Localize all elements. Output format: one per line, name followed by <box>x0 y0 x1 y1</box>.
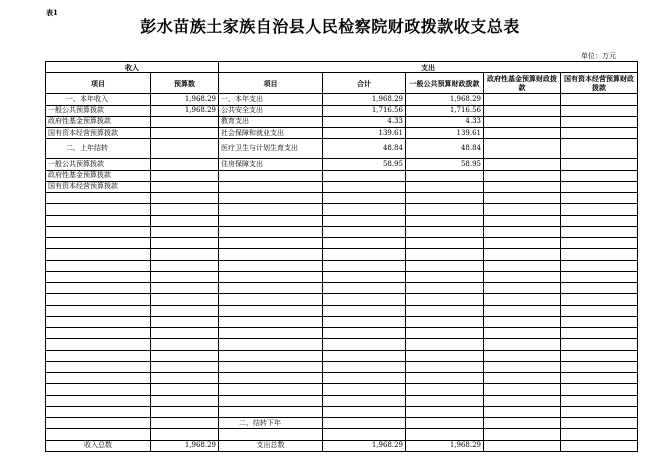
empty-row <box>46 215 638 226</box>
empty-cell <box>406 361 484 372</box>
fund-budget-header: 政府性基金预算财政拨款 <box>484 73 561 94</box>
empty-cell <box>561 305 638 316</box>
empty-row <box>46 249 638 260</box>
empty-cell <box>323 238 406 249</box>
empty-cell <box>484 339 561 350</box>
empty-cell <box>46 418 151 429</box>
empty-cell <box>219 328 323 339</box>
general-budget-cell: 1,968.29 <box>406 94 484 105</box>
total-cell: 139.61 <box>323 128 406 139</box>
empty-cell <box>406 305 484 316</box>
empty-cell <box>323 406 406 417</box>
empty-row <box>46 406 638 417</box>
empty-cell <box>219 350 323 361</box>
empty-row <box>46 350 638 361</box>
income-item-cell: 一般公共预算拨款 <box>46 159 151 170</box>
empty-cell <box>46 373 151 384</box>
empty-cell <box>219 215 323 226</box>
empty-cell <box>561 328 638 339</box>
income-total-value: 1,968.29 <box>151 440 219 451</box>
empty-cell <box>484 384 561 395</box>
income-item-cell: 一般公共预算拨款 <box>46 105 151 116</box>
document-title: 彭水苗族土家族自治县人民检察院财政拨款收支总表 <box>140 17 520 36</box>
empty-row <box>46 260 638 271</box>
empty-cell <box>46 406 151 417</box>
empty-cell <box>151 271 219 282</box>
empty-cell <box>46 305 151 316</box>
empty-cell <box>323 418 406 429</box>
empty-cell <box>323 305 406 316</box>
empty-cell <box>561 361 638 372</box>
empty-cell <box>323 361 406 372</box>
empty-cell <box>484 193 561 204</box>
general-budget-cell: 48.84 <box>406 139 484 159</box>
empty-cell <box>561 316 638 327</box>
empty-cell <box>219 384 323 395</box>
empty-cell <box>484 215 561 226</box>
empty-row <box>46 294 638 305</box>
total-cell: 48.84 <box>323 139 406 159</box>
empty-cell <box>406 406 484 417</box>
empty-cell <box>151 193 219 204</box>
empty-cell <box>561 226 638 237</box>
empty-cell <box>406 350 484 361</box>
empty-cell <box>46 361 151 372</box>
empty-cell <box>484 418 561 429</box>
empty-cell <box>406 215 484 226</box>
total-header: 合计 <box>323 73 406 94</box>
general-total-value: 1,968.29 <box>406 440 484 451</box>
empty-row <box>46 193 638 204</box>
empty-cell <box>151 373 219 384</box>
empty-cell <box>484 294 561 305</box>
empty-cell <box>323 350 406 361</box>
empty-cell <box>406 226 484 237</box>
empty-cell <box>151 249 219 260</box>
empty-cell <box>406 193 484 204</box>
empty-cell <box>46 429 151 440</box>
empty-cell <box>484 271 561 282</box>
empty-cell <box>484 328 561 339</box>
empty-cell <box>406 260 484 271</box>
income-total-label: 收入总数 <box>46 440 151 451</box>
empty-cell <box>484 226 561 237</box>
empty-cell <box>151 283 219 294</box>
empty-cell <box>484 316 561 327</box>
empty-cell <box>219 395 323 406</box>
income-value-cell <box>151 159 219 170</box>
total-cell: 1,968.29 <box>323 94 406 105</box>
empty-cell <box>561 260 638 271</box>
empty-cell <box>484 429 561 440</box>
expense-header: 支出 <box>219 62 638 73</box>
empty-cell <box>406 384 484 395</box>
fund-budget-cell <box>484 170 561 181</box>
general-budget-cell: 139.61 <box>406 128 484 139</box>
empty-cell <box>323 395 406 406</box>
fund-budget-cell <box>484 116 561 127</box>
total-cell <box>323 170 406 181</box>
total-cell <box>323 181 406 192</box>
empty-cell <box>406 204 484 215</box>
empty-cell <box>46 316 151 327</box>
empty-cell <box>484 361 561 372</box>
empty-cell <box>484 305 561 316</box>
state-capital-header: 国有资本经营预算财政拨款 <box>561 73 638 94</box>
empty-cell <box>219 226 323 237</box>
empty-cell <box>219 373 323 384</box>
empty-row <box>46 384 638 395</box>
income-value-cell: 1,968.29 <box>151 94 219 105</box>
income-value-cell: 1,968.29 <box>151 105 219 116</box>
empty-cell <box>46 395 151 406</box>
empty-cell <box>561 339 638 350</box>
empty-cell <box>219 406 323 417</box>
empty-cell <box>219 204 323 215</box>
state-capital-cell <box>561 128 638 139</box>
expense-total-value: 1,968.29 <box>323 440 406 451</box>
empty-cell <box>151 406 219 417</box>
empty-cell <box>561 283 638 294</box>
fund-budget-cell <box>484 181 561 192</box>
empty-cell <box>219 305 323 316</box>
empty-cell <box>219 429 323 440</box>
empty-cell <box>484 350 561 361</box>
expense-item-cell: 社会保障和就业支出 <box>219 128 323 139</box>
empty-cell <box>219 193 323 204</box>
income-value-cell <box>151 139 219 159</box>
carryover-label: 二、结转下年 <box>219 418 323 429</box>
total-cell: 58.95 <box>323 159 406 170</box>
total-cell: 1,716.56 <box>323 105 406 116</box>
empty-cell <box>323 429 406 440</box>
empty-row <box>46 316 638 327</box>
empty-cell <box>323 271 406 282</box>
general-budget-cell <box>406 181 484 192</box>
fund-budget-cell <box>484 128 561 139</box>
general-budget-cell: 58.95 <box>406 159 484 170</box>
expense-item-cell <box>219 170 323 181</box>
empty-cell <box>323 384 406 395</box>
empty-row <box>46 238 638 249</box>
fund-budget-cell <box>484 94 561 105</box>
empty-cell <box>323 215 406 226</box>
empty-cell <box>151 384 219 395</box>
empty-row <box>46 429 638 440</box>
income-item-cell: 二、上年结转 <box>46 139 151 159</box>
expense-item-cell: 教育支出 <box>219 116 323 127</box>
empty-cell <box>323 316 406 327</box>
empty-cell <box>561 249 638 260</box>
empty-cell <box>151 350 219 361</box>
empty-cell <box>561 384 638 395</box>
table-row <box>46 128 638 139</box>
empty-cell <box>219 271 323 282</box>
empty-cell <box>46 215 151 226</box>
empty-cell <box>561 418 638 429</box>
empty-cell <box>406 283 484 294</box>
table-row <box>46 94 638 105</box>
empty-cell <box>151 238 219 249</box>
expense-total-label: 支出总数 <box>219 440 323 451</box>
empty-cell <box>46 384 151 395</box>
empty-cell <box>151 204 219 215</box>
income-value-cell <box>151 181 219 192</box>
totals-row <box>46 440 638 451</box>
empty-cell <box>151 226 219 237</box>
empty-cell <box>151 429 219 440</box>
empty-cell <box>151 294 219 305</box>
budget-summary-table <box>45 61 638 452</box>
empty-cell <box>323 328 406 339</box>
empty-cell <box>46 294 151 305</box>
income-header: 收入 <box>46 62 219 73</box>
empty-cell <box>406 294 484 305</box>
income-item-header: 项目 <box>46 73 151 94</box>
empty-cell <box>151 395 219 406</box>
general-budget-cell: 4.33 <box>406 116 484 127</box>
empty-cell <box>46 339 151 350</box>
empty-cell <box>151 260 219 271</box>
empty-cell <box>484 395 561 406</box>
empty-cell <box>219 249 323 260</box>
income-value-cell <box>151 116 219 127</box>
expense-item-cell: 住房保障支出 <box>219 159 323 170</box>
table-row <box>46 139 638 159</box>
empty-cell <box>323 260 406 271</box>
empty-row <box>46 395 638 406</box>
empty-cell <box>219 294 323 305</box>
empty-cell <box>46 271 151 282</box>
table-row <box>46 159 638 170</box>
state-capital-cell <box>561 170 638 181</box>
empty-cell <box>406 316 484 327</box>
income-item-cell: 政府性基金预算拨款 <box>46 170 151 181</box>
empty-cell <box>561 238 638 249</box>
empty-cell <box>151 215 219 226</box>
state-capital-cell <box>561 139 638 159</box>
state-total-value <box>561 440 638 451</box>
header-row-columns <box>46 73 638 94</box>
header-row-group <box>46 62 638 73</box>
empty-cell <box>46 204 151 215</box>
empty-cell <box>406 395 484 406</box>
fund-budget-cell <box>484 159 561 170</box>
empty-row <box>46 271 638 282</box>
state-capital-cell <box>561 105 638 116</box>
empty-cell <box>561 294 638 305</box>
income-item-cell: 国有资本经营预算拨款 <box>46 181 151 192</box>
empty-cell <box>484 406 561 417</box>
empty-row <box>46 328 638 339</box>
empty-cell <box>561 350 638 361</box>
empty-cell <box>406 418 484 429</box>
empty-cell <box>323 193 406 204</box>
empty-cell <box>46 193 151 204</box>
empty-row <box>46 204 638 215</box>
general-budget-header: 一般公共预算财政拨款 <box>406 73 484 94</box>
fund-total-value <box>484 440 561 451</box>
state-capital-cell <box>561 94 638 105</box>
table-row <box>46 105 638 116</box>
table-row <box>46 181 638 192</box>
empty-cell <box>151 361 219 372</box>
empty-cell <box>323 373 406 384</box>
total-cell: 4.33 <box>323 116 406 127</box>
empty-cell <box>484 373 561 384</box>
income-item-cell: 国有资本经营预算拨款 <box>46 128 151 139</box>
empty-cell <box>561 429 638 440</box>
empty-cell <box>406 429 484 440</box>
empty-cell <box>406 238 484 249</box>
empty-cell <box>46 260 151 271</box>
empty-cell <box>406 328 484 339</box>
state-capital-cell <box>561 159 638 170</box>
empty-cell <box>219 339 323 350</box>
empty-cell <box>561 204 638 215</box>
empty-cell <box>323 294 406 305</box>
state-capital-cell <box>561 181 638 192</box>
empty-cell <box>484 204 561 215</box>
empty-cell <box>46 283 151 294</box>
empty-cell <box>151 328 219 339</box>
fund-budget-cell <box>484 139 561 159</box>
empty-cell <box>151 339 219 350</box>
empty-row <box>46 226 638 237</box>
empty-cell <box>406 339 484 350</box>
empty-cell <box>406 373 484 384</box>
empty-cell <box>406 249 484 260</box>
empty-cell <box>484 283 561 294</box>
empty-row <box>46 339 638 350</box>
empty-cell <box>46 226 151 237</box>
empty-cell <box>219 238 323 249</box>
empty-cell <box>46 249 151 260</box>
empty-cell <box>484 249 561 260</box>
state-capital-cell <box>561 116 638 127</box>
empty-cell <box>219 316 323 327</box>
empty-row <box>46 361 638 372</box>
expense-item-cell: 公共安全支出 <box>219 105 323 116</box>
empty-cell <box>323 339 406 350</box>
general-budget-cell: 1,716.56 <box>406 105 484 116</box>
empty-cell <box>151 316 219 327</box>
empty-cell <box>151 305 219 316</box>
income-item-cell: 一、本年收入 <box>46 94 151 105</box>
fund-budget-cell <box>484 105 561 116</box>
empty-row <box>46 373 638 384</box>
empty-row <box>46 305 638 316</box>
empty-cell <box>46 328 151 339</box>
empty-cell <box>323 226 406 237</box>
empty-cell <box>219 361 323 372</box>
empty-cell <box>561 373 638 384</box>
expense-item-cell <box>219 181 323 192</box>
budget-header: 预算数 <box>151 73 219 94</box>
income-value-cell <box>151 128 219 139</box>
empty-cell <box>323 249 406 260</box>
table-number: 表1 <box>46 8 58 17</box>
empty-cell <box>561 215 638 226</box>
empty-row <box>46 283 638 294</box>
income-value-cell <box>151 170 219 181</box>
expense-item-cell: 医疗卫生与计划生育支出 <box>219 139 323 159</box>
empty-cell <box>561 271 638 282</box>
general-budget-cell <box>406 170 484 181</box>
table-row <box>46 116 638 127</box>
empty-cell <box>46 238 151 249</box>
empty-cell <box>219 260 323 271</box>
empty-cell <box>323 204 406 215</box>
expense-item-header: 项目 <box>219 73 323 94</box>
empty-cell <box>219 283 323 294</box>
empty-cell <box>484 260 561 271</box>
unit-label: 单位：万元 <box>581 52 616 60</box>
empty-cell <box>561 406 638 417</box>
carryover-row <box>46 418 638 429</box>
empty-cell <box>46 350 151 361</box>
empty-cell <box>484 238 561 249</box>
empty-cell <box>151 418 219 429</box>
expense-item-cell: 一、本年支出 <box>219 94 323 105</box>
income-item-cell: 政府性基金预算拨款 <box>46 116 151 127</box>
empty-cell <box>561 193 638 204</box>
table-row <box>46 170 638 181</box>
empty-cell <box>406 271 484 282</box>
empty-cell <box>323 283 406 294</box>
empty-cell <box>561 395 638 406</box>
